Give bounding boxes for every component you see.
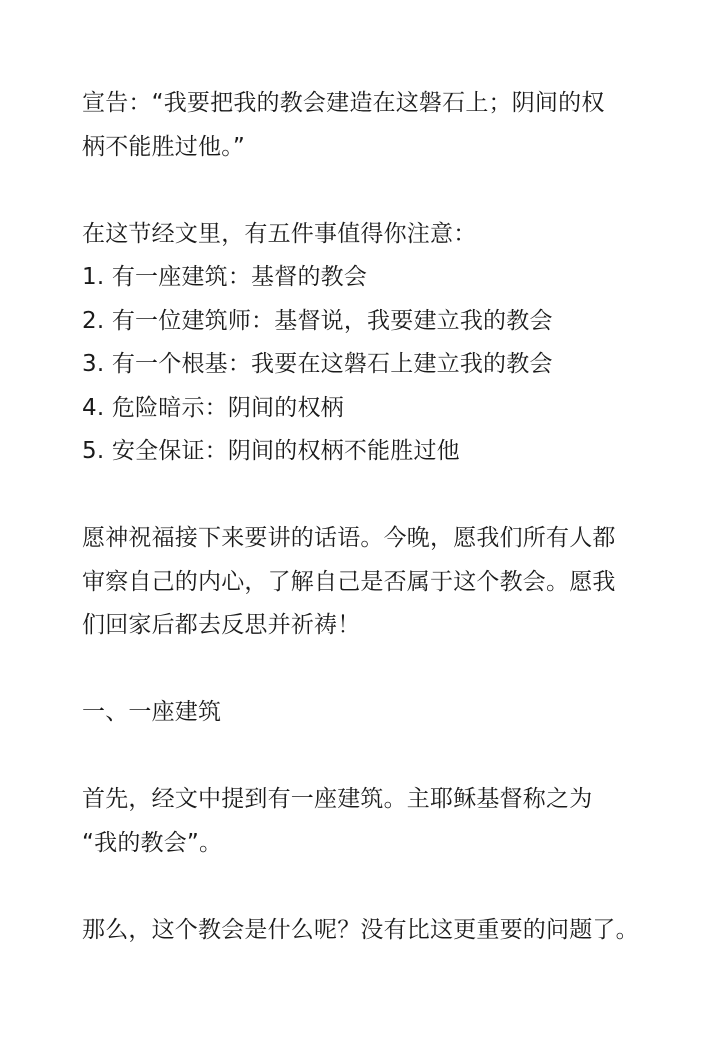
blessing-line-3: 们回家后都去反思并祈祷！ — [82, 612, 361, 638]
paragraph-gap — [82, 474, 682, 518]
list-item-4: 4. 危险暗示：阴间的权柄 — [82, 394, 344, 421]
list-intro: 在这节经文里，有五件事值得你注意： — [82, 220, 477, 247]
document-page — [82, 82, 682, 952]
blessing-line-1: 愿神祝福接下来要讲的话语。今晚，愿我们所有人都 — [82, 525, 616, 551]
list-item-5: 5. 安全保证：阴间的权柄不能胜过他 — [82, 438, 460, 464]
section-heading: 一、一座建筑 — [82, 699, 222, 725]
list-item-1: 1. 有一座建筑：基督的教会 — [82, 264, 368, 290]
list-item-3: 3. 有一个根基：我要在这磐石上建立我的教会 — [82, 351, 553, 377]
paragraph-gap — [82, 169, 682, 213]
paragraph-gap — [82, 865, 682, 909]
first-para-line-1: 首先，经文中提到有一座建筑。主耶稣基督称之为 — [82, 786, 593, 812]
paragraph-gap — [82, 735, 682, 779]
intro-line-1: 宣告：“我要把我的教会建造在这磐石上；阴间的权 — [82, 90, 605, 116]
blessing-line-2: 审察自己的内心，了解自己是否属于这个教会。愿我 — [82, 568, 616, 595]
list-item-2: 2. 有一位建筑师：基督说，我要建立我的教会 — [82, 307, 553, 334]
paragraph-gap — [82, 648, 682, 692]
intro-line-2: 柄不能胜过他。” — [82, 133, 246, 160]
first-para-line-2: “我的教会”。 — [82, 829, 223, 856]
question-line: 那么，这个教会是什么呢？没有比这更重要的问题了。 — [82, 916, 639, 943]
